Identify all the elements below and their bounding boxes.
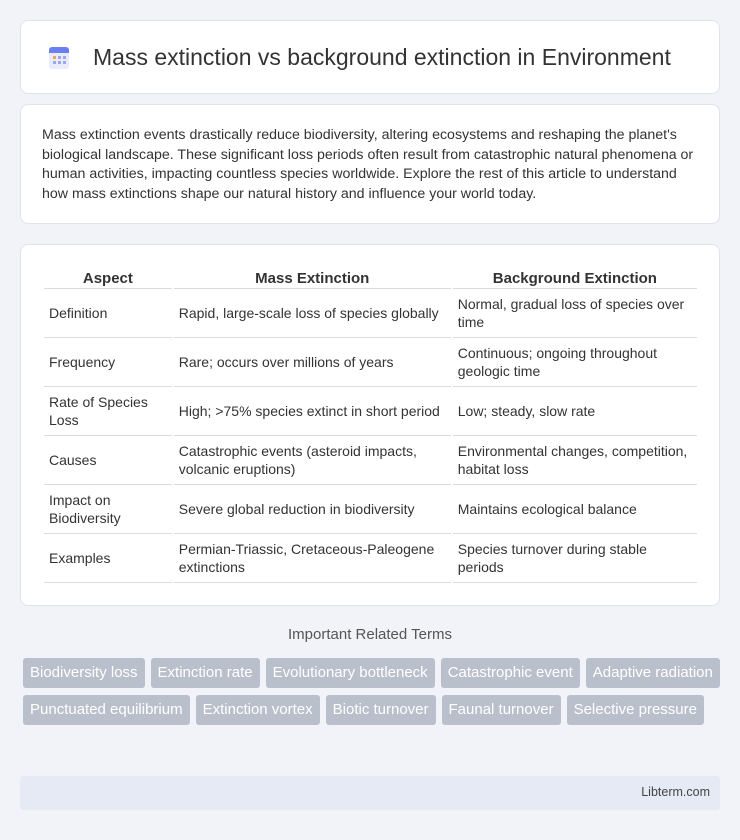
background-extinction-cell: Species turnover during stable periods <box>453 534 697 583</box>
mass-extinction-cell: Catastrophic events (asteroid impacts, volcanic eruptions) <box>174 436 451 485</box>
row-label: Frequency <box>44 338 172 387</box>
related-term-tag[interactable]: Faunal turnover <box>442 695 561 725</box>
table-row <box>44 534 697 583</box>
header-card <box>20 20 720 94</box>
row-label: Definition <box>44 289 172 338</box>
background-extinction-cell: Environmental changes, competition, habitat loss <box>453 436 697 485</box>
header-background-extinction: Background Extinction <box>453 267 697 289</box>
intro-card <box>20 104 720 224</box>
background-extinction-cell: Maintains ecological balance <box>453 485 697 534</box>
table-header-row <box>44 267 697 289</box>
comparison-table <box>42 267 699 583</box>
mass-extinction-cell: Permian-Triassic, Cretaceous-Paleogene extinctions <box>174 534 451 583</box>
related-term-tag[interactable]: Extinction rate <box>151 658 260 688</box>
related-term-tag[interactable]: Catastrophic event <box>441 658 580 688</box>
row-label: Impact on Biodiversity <box>44 485 172 534</box>
related-term-tag[interactable]: Adaptive radiation <box>586 658 720 688</box>
row-label: Rate of Species Loss <box>44 387 172 436</box>
table-row <box>44 289 697 338</box>
table-row <box>44 485 697 534</box>
related-term-tag[interactable]: Evolutionary bottleneck <box>266 658 435 688</box>
background-extinction-cell: Continuous; ongoing throughout geologic time <box>453 338 697 387</box>
page-title: Mass extinction vs background extinction in Environment <box>93 44 671 70</box>
background-extinction-cell: Low; steady, slow rate <box>453 387 697 436</box>
related-term-tag[interactable]: Selective pressure <box>567 695 704 725</box>
related-term-tag[interactable]: Extinction vortex <box>196 695 320 725</box>
background-extinction-cell: Normal, gradual loss of species over time <box>453 289 697 338</box>
intro-paragraph: Mass extinction events drastically reduce biodiversity, altering ecosystems and reshaping the planet's biological landscape. These significant loss periods often result from catastrophic natural phenomena or human activities, impacting countless species worldwide. Explore the rest of this article to understand how mass extinctions shape our natural history and influence your world today. <box>42 127 694 202</box>
mass-extinction-cell: Severe global reduction in biodiversity <box>174 485 451 534</box>
row-label: Examples <box>44 534 172 583</box>
header-aspect: Aspect <box>44 267 172 289</box>
mass-extinction-cell: Rare; occurs over millions of years <box>174 338 451 387</box>
related-terms-title: Important Related Terms <box>288 626 452 643</box>
related-term-tag[interactable]: Biotic turnover <box>326 695 436 725</box>
table-row <box>44 436 697 485</box>
related-term-tag[interactable]: Punctuated equilibrium <box>23 695 190 725</box>
table-row <box>44 387 697 436</box>
mass-extinction-cell: Rapid, large-scale loss of species globally <box>174 289 451 338</box>
header-mass-extinction: Mass Extinction <box>174 267 451 289</box>
footer <box>20 776 720 810</box>
footer-site-link[interactable]: Libterm.com <box>641 785 710 799</box>
table-row <box>44 338 697 387</box>
mass-extinction-cell: High; >75% species extinct in short period <box>174 387 451 436</box>
row-label: Causes <box>44 436 172 485</box>
document-icon <box>46 45 72 71</box>
comparison-table-card <box>20 244 720 606</box>
related-terms-list <box>23 658 723 725</box>
related-term-tag[interactable]: Biodiversity loss <box>23 658 145 688</box>
